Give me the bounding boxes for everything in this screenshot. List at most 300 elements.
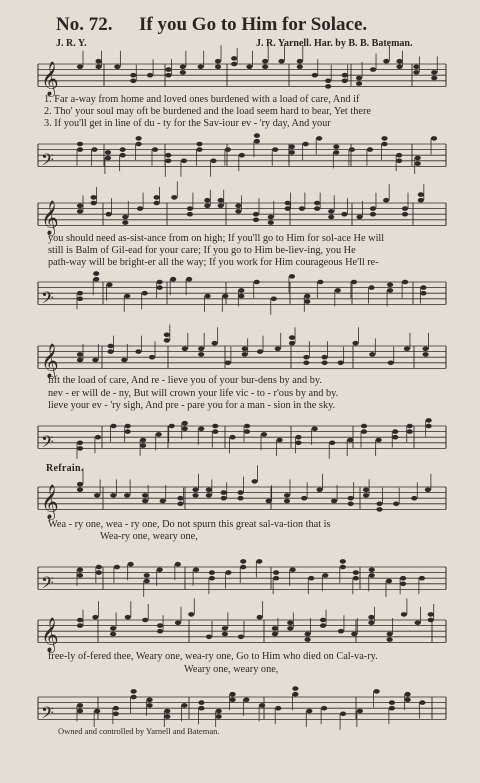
note-head <box>229 692 235 697</box>
note-head <box>356 215 362 220</box>
note-head <box>262 65 268 70</box>
note-head <box>192 488 198 493</box>
note-head <box>273 570 279 575</box>
note-head <box>77 703 83 708</box>
note-head <box>415 161 421 166</box>
note-head <box>396 65 402 70</box>
note-head <box>206 493 212 498</box>
note-head <box>275 706 281 711</box>
note-head <box>297 65 303 70</box>
note-head <box>96 570 102 575</box>
note-head <box>356 76 362 81</box>
note-head <box>192 493 198 498</box>
note-head <box>353 576 359 581</box>
note-head <box>77 352 83 357</box>
note-head <box>215 65 221 70</box>
note-head <box>312 427 318 432</box>
note-head <box>273 576 279 581</box>
note-head <box>392 435 398 440</box>
note-head <box>305 632 311 637</box>
note-head <box>238 288 244 293</box>
note-head <box>321 706 327 711</box>
note-head <box>369 568 375 573</box>
note-head <box>165 153 171 158</box>
note-head <box>222 294 228 299</box>
note-head <box>77 358 83 363</box>
note-head <box>368 285 374 290</box>
note-head <box>396 59 402 64</box>
note-head <box>322 361 328 366</box>
note-head <box>322 355 328 360</box>
treble-clef-icon: 𝄞 <box>41 200 59 236</box>
note-head <box>266 499 272 504</box>
note-head <box>77 297 83 302</box>
bass-clef-icon: 𝄢 <box>41 431 54 456</box>
note-head <box>105 212 111 217</box>
note-head <box>215 59 221 64</box>
note-head <box>407 429 413 434</box>
note-head <box>277 438 283 443</box>
note-head <box>387 637 393 642</box>
note-head <box>77 204 83 209</box>
note-head <box>105 150 111 155</box>
note-head <box>212 429 218 434</box>
note-head <box>287 626 293 631</box>
note-head <box>142 493 148 498</box>
note-head <box>144 579 150 584</box>
note-head <box>333 150 339 155</box>
note-head <box>317 488 323 493</box>
note-head <box>125 424 131 429</box>
note-head <box>222 632 228 637</box>
note-head <box>396 159 402 164</box>
note-head <box>363 493 369 498</box>
note-head <box>351 632 357 637</box>
note-head <box>252 479 258 484</box>
note-head <box>369 352 375 357</box>
note-head <box>370 206 376 211</box>
note-head <box>91 195 97 200</box>
note-head <box>122 215 128 220</box>
note-head <box>370 212 376 217</box>
note-head <box>426 418 432 423</box>
note-head <box>404 347 410 352</box>
note-head <box>333 145 339 150</box>
note-head <box>193 568 199 573</box>
note-head <box>171 195 177 200</box>
note-head <box>77 446 83 451</box>
note-head <box>295 441 301 446</box>
note-head <box>272 626 278 631</box>
bass-clef-icon: 𝄢 <box>41 702 54 727</box>
note-head <box>256 559 262 564</box>
note-head <box>238 294 244 299</box>
note-head <box>229 435 235 440</box>
lyric-line-s3-v3: lieve your ev - 'ry sigh, And pre - pare you for a man - sion in the sky. <box>48 400 336 411</box>
note-head <box>352 341 358 346</box>
note-head <box>186 277 192 282</box>
note-head <box>304 299 310 304</box>
note-head <box>329 441 335 446</box>
note-head <box>393 502 399 507</box>
note-head <box>221 490 227 495</box>
note-head <box>361 429 367 434</box>
note-head <box>335 288 341 293</box>
note-head <box>338 629 344 634</box>
note-head <box>181 703 187 708</box>
note-head <box>320 618 326 623</box>
note-head <box>157 280 163 285</box>
author-credit: J. R. Y. <box>56 38 87 49</box>
note-head <box>303 142 309 147</box>
note-head <box>164 714 170 719</box>
note-head <box>328 209 334 214</box>
note-head <box>402 206 408 211</box>
note-head <box>146 698 152 703</box>
note-head <box>121 358 127 363</box>
note-head <box>314 201 320 206</box>
note-head <box>292 692 298 697</box>
note-head <box>243 698 249 703</box>
note-head <box>110 632 116 637</box>
note-head <box>426 424 432 429</box>
note-head <box>177 496 183 501</box>
note-head <box>422 347 428 352</box>
note-head <box>370 67 376 72</box>
lyric-line-s3-v2: nev - er will de - ny, But will crown your life vic - to - r'ous by and by. <box>48 388 339 399</box>
treble-clef-icon: 𝄞 <box>41 343 59 379</box>
bass-clef-icon: 𝄢 <box>41 572 54 597</box>
note-head <box>349 147 355 152</box>
note-head <box>152 147 158 152</box>
note-head <box>210 159 216 164</box>
note-head <box>136 136 142 141</box>
note-head <box>136 142 142 147</box>
note-head <box>164 338 170 343</box>
note-head <box>93 277 99 282</box>
note-head <box>402 212 408 217</box>
note-head <box>376 438 382 443</box>
note-head <box>188 612 194 617</box>
refrain-label: Refrain. <box>46 463 84 474</box>
note-head <box>386 579 392 584</box>
note-head <box>175 562 181 567</box>
note-head <box>373 689 379 694</box>
note-head <box>299 206 305 211</box>
note-head <box>140 438 146 443</box>
bass-clef-icon: 𝄢 <box>41 287 54 312</box>
note-head <box>367 147 373 152</box>
note-head <box>388 361 394 366</box>
note-head <box>110 424 116 429</box>
lyric-line-s2-v3: path-way will be bright-er all the way; If you work for Him courageous He'll re- <box>48 257 379 268</box>
note-head <box>125 429 131 434</box>
note-head <box>289 274 295 279</box>
note-head <box>205 294 211 299</box>
note-head <box>196 147 202 152</box>
note-head <box>401 612 407 617</box>
note-head <box>222 626 228 631</box>
note-head <box>122 220 128 225</box>
note-head <box>212 341 218 346</box>
note-head <box>231 56 237 61</box>
note-head <box>295 435 301 440</box>
note-head <box>96 65 102 70</box>
lyric-line-s2-v1: you should need as-sist-ance from on high; If you'll go to Him for sol-ace He will <box>48 233 385 244</box>
note-head <box>96 565 102 570</box>
note-head <box>182 421 188 426</box>
note-head <box>240 565 246 570</box>
bass-clef-icon: 𝄢 <box>41 149 54 174</box>
note-head <box>405 698 411 703</box>
note-head <box>170 277 176 282</box>
note-head <box>368 621 374 626</box>
note-head <box>77 147 83 152</box>
note-head <box>357 709 363 714</box>
note-head <box>218 198 224 203</box>
note-head <box>431 70 437 75</box>
note-head <box>105 156 111 161</box>
lyric-line-s3-v1: lift the load of care, And re - lieve you of your bur-dens by and by. <box>48 375 322 386</box>
note-head <box>77 618 83 623</box>
note-head <box>284 499 290 504</box>
note-head <box>147 73 153 78</box>
note-head <box>142 291 148 296</box>
refrain-lyric-2-lower: Weary one, weary one, <box>184 664 279 675</box>
note-head <box>92 358 98 363</box>
note-head <box>363 488 369 493</box>
note-head <box>303 361 309 366</box>
note-head <box>284 493 290 498</box>
note-head <box>92 615 98 620</box>
note-head <box>342 79 348 84</box>
treble-clef-icon: 𝄞 <box>41 617 59 653</box>
note-head <box>125 615 131 620</box>
note-head <box>77 65 83 70</box>
note-head <box>128 562 134 567</box>
note-head <box>180 70 186 75</box>
note-head <box>347 438 353 443</box>
note-head <box>356 81 362 86</box>
note-head <box>77 488 83 493</box>
note-head <box>340 712 346 717</box>
refrain-lyric-2-upper: free-ly of-fered thee, Weary one, wea-ry one, Go to Him who died on Cal-va-ry. <box>48 651 378 662</box>
note-head <box>231 62 237 67</box>
note-head <box>149 355 155 360</box>
note-head <box>137 206 143 211</box>
note-head <box>212 424 218 429</box>
note-head <box>257 349 263 354</box>
note-head <box>96 59 102 64</box>
note-head <box>254 139 260 144</box>
note-head <box>312 73 318 78</box>
note-head <box>77 441 83 446</box>
note-head <box>422 352 428 357</box>
note-head <box>290 568 296 573</box>
note-head <box>198 706 204 711</box>
note-head <box>405 692 411 697</box>
note-head <box>106 283 112 288</box>
note-head <box>331 499 337 504</box>
note-head <box>271 297 277 302</box>
note-head <box>198 352 204 357</box>
note-head <box>77 568 83 573</box>
note-head <box>153 195 159 200</box>
note-head <box>235 204 241 209</box>
note-head <box>242 352 248 357</box>
hymn-number: No. 72. <box>56 14 113 35</box>
note-head <box>425 488 431 493</box>
note-head <box>306 709 312 714</box>
note-head <box>289 335 295 340</box>
note-head <box>287 621 293 626</box>
note-head <box>253 218 259 223</box>
note-head <box>259 703 265 708</box>
note-head <box>113 706 119 711</box>
note-head <box>140 443 146 448</box>
note-head <box>157 285 163 290</box>
note-head <box>340 565 346 570</box>
note-head <box>389 706 395 711</box>
note-head <box>387 632 393 637</box>
note-head <box>325 84 331 89</box>
note-head <box>130 73 136 78</box>
note-head <box>413 70 419 75</box>
note-head <box>348 496 354 501</box>
note-head <box>77 709 83 714</box>
note-head <box>175 621 181 626</box>
note-head <box>182 427 188 432</box>
note-head <box>165 67 171 72</box>
note-head <box>91 147 97 152</box>
note-head <box>428 618 434 623</box>
note-head <box>204 204 210 209</box>
note-head <box>165 159 171 164</box>
note-head <box>110 493 116 498</box>
note-head <box>369 573 375 578</box>
note-head <box>304 294 310 299</box>
note-head <box>164 709 170 714</box>
note-head <box>225 147 231 152</box>
note-head <box>165 73 171 78</box>
note-head <box>261 432 267 437</box>
note-head <box>131 689 137 694</box>
note-head <box>157 568 163 573</box>
note-head <box>396 153 402 158</box>
note-head <box>301 496 307 501</box>
note-head <box>402 280 408 285</box>
note-head <box>316 136 322 141</box>
note-head <box>238 635 244 640</box>
note-head <box>120 153 126 158</box>
note-head <box>387 283 393 288</box>
note-head <box>392 429 398 434</box>
note-head <box>292 686 298 691</box>
note-head <box>242 347 248 352</box>
note-head <box>254 133 260 138</box>
note-head <box>272 632 278 637</box>
note-head <box>240 559 246 564</box>
note-head <box>77 482 83 487</box>
note-head <box>114 65 120 70</box>
note-head <box>229 698 235 703</box>
note-head <box>314 206 320 211</box>
note-head <box>381 142 387 147</box>
note-head <box>340 559 346 564</box>
note-head <box>420 285 426 290</box>
note-head <box>177 502 183 507</box>
note-head <box>120 147 126 152</box>
lyric-line-s1-v2: 2. Tho' your soul may oft be burdened and the load seem hard to bear, Yet there <box>44 106 371 117</box>
note-head <box>93 271 99 276</box>
note-head <box>413 65 419 70</box>
note-head <box>353 570 359 575</box>
note-head <box>418 198 424 203</box>
note-head <box>209 576 215 581</box>
note-head <box>305 637 311 642</box>
note-head <box>272 147 278 152</box>
note-head <box>160 499 166 504</box>
note-head <box>289 341 295 346</box>
note-head <box>285 201 291 206</box>
note-head <box>407 424 413 429</box>
note-head <box>77 623 83 628</box>
note-head <box>94 709 100 714</box>
note-head <box>124 493 130 498</box>
note-head <box>216 709 222 714</box>
note-head <box>368 615 374 620</box>
treble-clef-icon: 𝄞 <box>41 61 59 97</box>
refrain-lyric-1-lower: Wea-ry one, weary one, <box>100 531 198 542</box>
note-head <box>198 427 204 432</box>
note-head <box>389 700 395 705</box>
note-head <box>303 355 309 360</box>
note-head <box>419 576 425 581</box>
note-head <box>431 76 437 81</box>
note-head <box>198 347 204 352</box>
note-head <box>268 220 274 225</box>
note-head <box>77 142 83 147</box>
note-head <box>257 615 263 620</box>
copyright-footer: Owned and controlled by Yarnell and Bateman. <box>58 726 220 736</box>
note-head <box>376 502 382 507</box>
note-head <box>204 198 210 203</box>
note-head <box>221 496 227 501</box>
note-head <box>225 570 231 575</box>
note-head <box>237 496 243 501</box>
note-head <box>164 333 170 338</box>
note-head <box>415 156 421 161</box>
note-head <box>77 209 83 214</box>
note-head <box>411 496 417 501</box>
lyric-line-s1-v1: 1. Far a-way from home and loved ones burdened with a load of care, And if <box>44 94 360 105</box>
note-head <box>77 573 83 578</box>
note-head <box>415 621 421 626</box>
note-head <box>239 153 245 158</box>
note-head <box>131 695 137 700</box>
note-head <box>289 150 295 155</box>
note-head <box>383 198 389 203</box>
note-head <box>244 429 250 434</box>
note-head <box>285 206 291 211</box>
note-head <box>400 576 406 581</box>
note-head <box>142 499 148 504</box>
note-head <box>253 212 259 217</box>
note-head <box>376 507 382 512</box>
note-head <box>246 65 252 70</box>
note-head <box>182 347 188 352</box>
note-head <box>135 349 141 354</box>
